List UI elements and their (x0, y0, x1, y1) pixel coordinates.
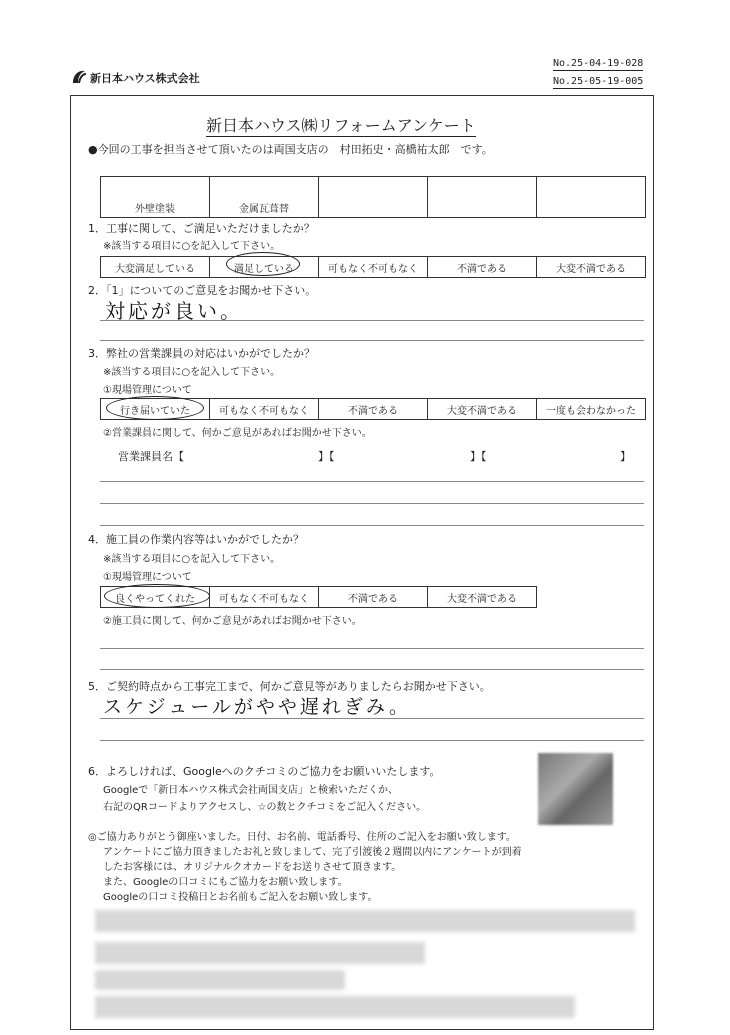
q4-sub2: ②施工員に関して、何かご意見があればお聞かせ下さい。 (103, 616, 362, 627)
thanks-line: Googleの口コミ投稿日とお名前もご記入をお願い致します。 (103, 892, 378, 903)
q1-option: 満足している (210, 257, 319, 277)
work-cell (319, 177, 428, 217)
q5-answer: スケジュールがやや遅れぎみ。 (103, 696, 412, 718)
q6-line1: Googleで「新日本ハウス株式会社両国支店」と検索いただくか、 (103, 785, 398, 796)
answer-line (100, 320, 644, 321)
company-name: 新日本ハウス株式会社 (90, 72, 200, 85)
q1-selected-circle (226, 252, 300, 276)
q3-option: 大変不満である (428, 399, 537, 419)
works-table (100, 176, 646, 218)
q3-question: 3．弊社の営業課員の対応はいかがでしたか？ (88, 347, 315, 360)
staff-bracket: 】 (620, 450, 631, 463)
company-logo (70, 68, 88, 86)
work-cell (537, 177, 645, 217)
qr-code (538, 753, 613, 825)
q2-answer: 対応が良い。 (105, 299, 243, 323)
answer-line (100, 718, 644, 719)
form-title: 新日本ハウス㈱リフォームアンケート (206, 116, 476, 135)
thanks-line: ◎ご協力ありがとう御座いました。日付、お名前、電話番号、住所のご記入をお願い致します。 (88, 832, 516, 843)
q4-option: 不満である (319, 587, 428, 607)
q3-note: ※該当する項目に○を記入して下さい。 (103, 367, 281, 378)
thanks-line: したお客様には、オリジナルクオカードをお送りさせて頂きます。 (103, 862, 402, 873)
answer-line (100, 481, 644, 482)
redacted-info (95, 942, 425, 964)
staff-label: 営業課員名【 (118, 450, 184, 463)
answer-line (100, 669, 644, 670)
q1-note: ※該当する項目に○を記入して下さい。 (103, 241, 281, 252)
q3-sub2: ②営業課員に関して、何かご意見があればお聞かせ下さい。 (103, 428, 372, 439)
q1-option: 不満である (428, 257, 537, 277)
q6-line2: 右記のQRコードよりアクセスし、☆の数とクチコミをご記入ください。 (103, 802, 427, 813)
answer-line (100, 525, 644, 526)
redacted-info (95, 996, 575, 1018)
redacted-info (95, 970, 345, 990)
doc-number-2: No.25-05-19-005 (553, 76, 644, 87)
q3-option: 一度も会わなかった (546, 405, 636, 417)
thanks-line: アンケートにご協力頂きましたお礼と致しまして、完了引渡後２週間以内にアンケートが到着 (103, 847, 522, 858)
q1-options (100, 256, 646, 278)
q1-option: 大変不満である (556, 263, 626, 275)
q4-option: 可もなく不可もなく (210, 587, 319, 607)
q6-question: 6．よろしければ、Googleへのクチコミのご協力をお願いいたします。 (88, 765, 441, 778)
staff-bracket: 】【 (318, 450, 335, 463)
answer-line (100, 503, 644, 504)
answer-line (100, 648, 644, 649)
answer-line (100, 740, 644, 741)
q3-selected-circle (106, 396, 204, 420)
q1-option: 可もなく不可もなく (319, 257, 428, 277)
q3-sub1: ①現場管理について (103, 385, 192, 396)
staff-bracket: 】【 (470, 450, 487, 463)
q5-question: 5．ご契約時点から工事完工まで、何かご意見等がありましたらお聞かせ下さい。 (88, 680, 491, 693)
work-cell: 金属瓦葺替 (210, 177, 319, 217)
work-cell: 外壁塗装 (101, 177, 210, 217)
intro-text: ●今回の工事を担当させて頂いたのは両国支店の 村田拓史・高橋祐太郎 です。 (88, 143, 493, 156)
q4-question: 4．施工員の作業内容等はいかがでしたか？ (88, 533, 304, 546)
doc-number-1: No.25-04-19-028 (553, 58, 644, 69)
q4-selected-circle (104, 584, 210, 608)
q4-note: ※該当する項目に○を記入して下さい。 (103, 554, 281, 565)
redacted-info (95, 910, 635, 932)
q2-question: 2．「1」についてのご意見をお聞かせ下さい。 (88, 284, 317, 297)
q3-option: 不満である (319, 399, 428, 419)
q3-option: 可もなく不可もなく (210, 399, 319, 419)
work-cell (428, 177, 537, 217)
q1-question: 1．工事に関して、ご満足いただけましたか？ (88, 222, 315, 235)
answer-line (100, 340, 644, 341)
q3-option: 行き届いていた (101, 399, 210, 419)
q4-sub1: ①現場管理について (103, 572, 192, 583)
q1-option: 大変満足している (101, 257, 210, 277)
thanks-line: また、Googleの口コミにもご協力をお願い致します。 (103, 877, 348, 888)
q4-option: 大変不満である (447, 593, 517, 605)
logo-icon (70, 68, 88, 86)
q4-option: 良くやってくれた (101, 587, 210, 607)
